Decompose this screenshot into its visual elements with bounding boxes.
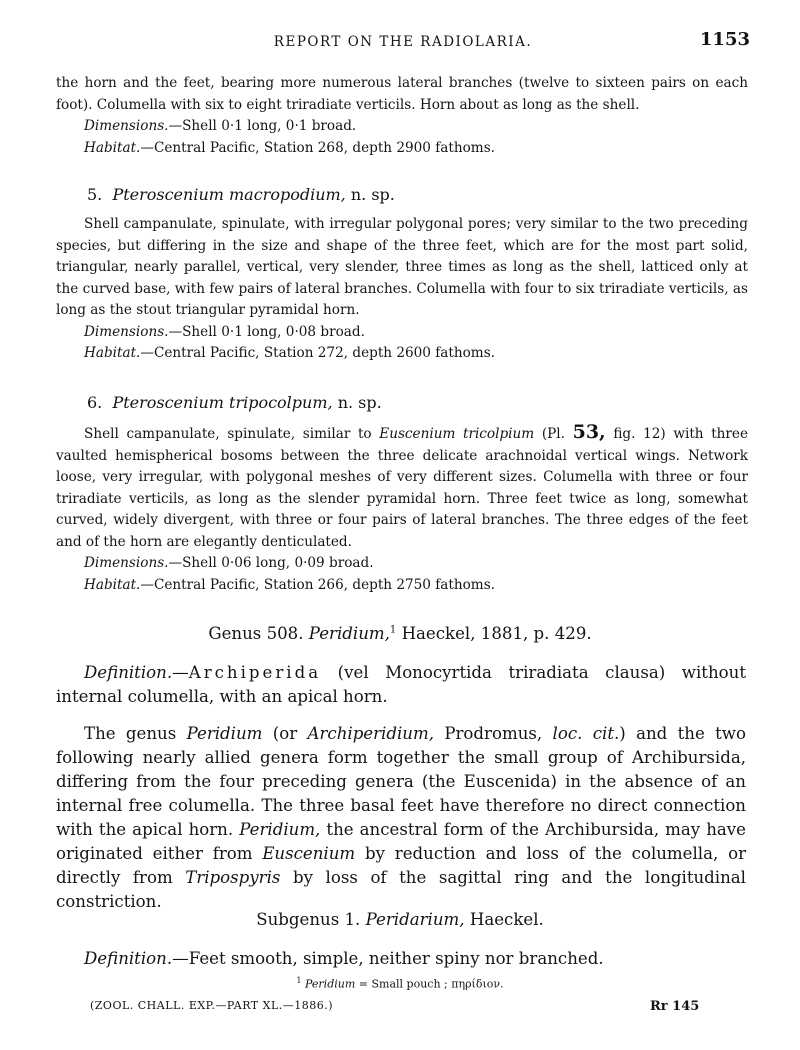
species-name: Pteroscenium tripocolpum, (112, 393, 333, 412)
species-reference: Euscenium tricolpium (379, 426, 535, 442)
text-run: the ancestral form of the Archibursida, may have originated either from (56, 820, 747, 863)
text-run: by loss of the sagittal ring and the longitudinal constriction. (56, 868, 746, 911)
species4-habitat (56, 138, 748, 160)
subgenus-name: Peridarium, (365, 910, 465, 929)
definition-paragraph (56, 661, 746, 709)
dimensions-text: —Shell 0·1 long, 0·1 broad. (168, 118, 357, 134)
species-number: 6. (87, 393, 103, 412)
subgenus-definition (56, 947, 746, 971)
desc-text: Shell campanulate, spinulate, similar to (84, 426, 380, 442)
subgenus-suffix: Haeckel. (469, 910, 544, 929)
text-run: ) and the two following nearly allied genera form together the small group of Archibursida, differing from the four preceding genera (the Euscenida) in the absence of an internal free columella. The three basal feet have therefore no direct connection with the apical horn. (56, 724, 746, 839)
dimensions-text: —Shell 0·1 long, 0·08 broad. (168, 323, 365, 340)
footnote-text: = Small pouch ; (355, 977, 452, 991)
subgenus-prefix: Subgenus 1. (256, 910, 361, 929)
footnote-marker: 1 (389, 624, 397, 636)
text-run: The genus (84, 724, 187, 743)
italic-run: Archiperidium, (307, 724, 434, 743)
footnote-term: Peridium (305, 977, 356, 991)
plate-number: 53, (572, 421, 606, 443)
genus-definition (56, 661, 746, 709)
species5-heading (87, 185, 395, 204)
species-number: 5. (87, 185, 103, 204)
definition-group: Archiperida (188, 663, 322, 682)
running-header (56, 28, 750, 54)
species6-habitat (56, 575, 748, 597)
discussion-paragraph (56, 722, 746, 914)
genus-prefix: Genus 508. (208, 624, 304, 643)
dimensions-label: Dimensions. (84, 323, 169, 340)
genus-heading (0, 624, 800, 643)
footer-signature: Rr 145 (650, 999, 700, 1014)
definition-text: (vel Monocyrtida triradiata clausa) without internal columella, with an apical horn. (56, 663, 746, 706)
footer-publication: (ZOOL. CHALL. EXP.—PART XL.—1886.) (90, 999, 334, 1012)
italic-run: Euscenium (262, 844, 356, 863)
dimensions-label: Dimensions. (84, 555, 169, 571)
genus-name: Peridium, (308, 624, 390, 643)
species5-body (56, 214, 748, 365)
definition-text: —Feet smooth, simple, neither spiny nor branched. (172, 949, 604, 968)
dimensions-text: —Shell 0·06 long, 0·09 broad. (168, 555, 374, 571)
species6-body (56, 422, 748, 596)
habitat-text: —Central Pacific, Station 272, depth 2600 fathoms. (140, 345, 495, 361)
species6-dimensions (56, 553, 748, 575)
species-suffix: n. sp. (337, 393, 382, 412)
subgenus-heading (0, 910, 800, 929)
species-name: Pteroscenium macropodium, (112, 185, 346, 204)
habitat-label: Habitat. (84, 345, 141, 361)
definition-dash: — (172, 663, 189, 682)
genus-discussion (56, 722, 746, 914)
habitat-text: —Central Pacific, Station 268, depth 2900 fathoms. (140, 139, 495, 156)
running-title: REPORT ON THE RADIOLARIA. (273, 34, 533, 50)
footnote-greek: πηρίδιον. (451, 977, 504, 991)
italic-run: Peridium, (239, 820, 321, 839)
footnote (0, 976, 800, 991)
dimensions-label: Dimensions. (84, 118, 169, 134)
genus-suffix: Haeckel, 1881, p. 429. (401, 624, 592, 643)
habitat-label: Habitat. (84, 139, 141, 156)
definition-label: Definition. (84, 663, 173, 682)
subgenus-definition-paragraph (56, 947, 746, 971)
definition-label: Definition. (84, 949, 173, 968)
species5-dimensions (56, 322, 748, 344)
species4-dimensions (56, 116, 748, 138)
species6-heading (87, 393, 382, 412)
page-number: 1153 (699, 29, 750, 50)
footnote-number: 1 (296, 976, 302, 985)
species5-description: Shell campanulate, spinulate, with irregular polygonal pores; very similar to the two preceding species, but differing in the size and shape of the three feet, which are for the most part solid, triangular, nearly parallel, vertical, very slender, three times as long as the shell, latticed only at the curved base, with few pairs of lateral branches. Columella with four to six triradiate verticils, as long as the stout triangular pyramidal horn. (56, 216, 748, 318)
plate-ref: (Pl. (541, 426, 573, 442)
habitat-label: Habitat. (84, 576, 141, 593)
italic-run: Peridium (186, 724, 263, 743)
text-run: Prodromus, (434, 724, 553, 743)
species-suffix: n. sp. (350, 185, 395, 204)
species5-habitat (56, 343, 748, 365)
habitat-text: —Central Pacific, Station 266, depth 2750 fathoms. (140, 576, 495, 593)
text-run: (or (262, 724, 308, 743)
italic-run: loc. cit. (552, 724, 620, 743)
species4-continuation (56, 73, 748, 159)
text-run: by reduction and loss of the columella, or directly from (56, 844, 746, 887)
continuation-paragraph: the horn and the feet, bearing more numerous lateral branches (twelve to sixteen pairs on each foot). Columella with six to eight triradiate verticils. Horn about as long as the shell. (56, 75, 748, 113)
species6-description (56, 422, 748, 553)
desc-text: fig. 12) with three vaulted hemispherical bosoms between the three delicate arachnoidal vertical wings. Network loose, very irregular, with polygonal meshes of very different sizes. Columella with three or four triradiate verticils, as long as the slender pyramidal horn. Three feet twice as long, somewhat curved, widely divergent, with three or four pairs of lateral branches. The three edges of the feet and of the horn are elegantly denticulated. (56, 426, 749, 550)
italic-run: Tripospyris (185, 868, 281, 887)
